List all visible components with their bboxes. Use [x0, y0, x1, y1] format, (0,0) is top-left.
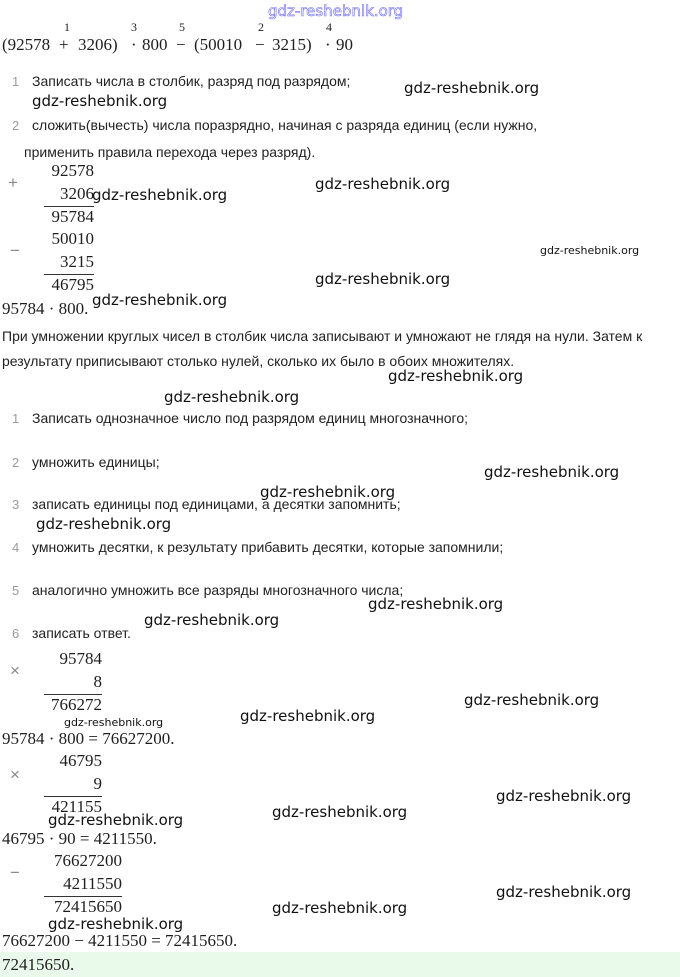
equation-line: 46795 · 90 = 4211550.	[2, 829, 157, 848]
order-mark: 4	[326, 20, 332, 34]
step-number: 1	[12, 411, 20, 426]
times-sign: ×	[10, 765, 20, 784]
step-text: записать ответ.	[32, 625, 131, 641]
equation-line: 95784 · 800.	[2, 299, 89, 318]
step-text: умножить единицы;	[32, 454, 160, 470]
expr-part: 800	[142, 35, 168, 54]
column-result: 766272	[51, 695, 102, 714]
expr-part: (50010	[194, 35, 243, 54]
times-sign: ×	[10, 661, 20, 680]
operand: 9	[93, 774, 102, 793]
operand: 8	[93, 672, 102, 691]
step-text: записать единицы под единицами, а десятки запомнить;	[32, 496, 401, 512]
order-mark: 5	[179, 20, 185, 34]
equation-line: 76627200 − 4211550 = 72415650.	[2, 931, 238, 950]
minus-sign: −	[10, 863, 20, 882]
watermark: gdz-reshebnik.org	[32, 92, 168, 110]
order-mark: 3	[131, 20, 137, 34]
watermark: gdz-reshebnik.org	[315, 270, 451, 288]
expr-operator: −	[176, 35, 186, 54]
step-number: 4	[12, 540, 20, 555]
watermark: gdz-reshebnik.org	[315, 175, 451, 193]
watermark: gdz-reshebnik.org	[260, 483, 396, 501]
watermark: gdz-reshebnik.org	[92, 291, 228, 309]
step-text: Записать однозначное число под разрядом единиц многозначного;	[32, 410, 469, 426]
column-result: 72415650	[54, 897, 122, 916]
operand: 3215	[60, 252, 94, 271]
column-result: 46795	[51, 275, 94, 294]
expr-operator: ·	[131, 35, 137, 54]
watermark: gdz-reshebnik.org	[272, 803, 408, 821]
operand: 76627200	[54, 851, 122, 870]
step-number: 5	[12, 583, 20, 598]
watermark: gdz-reshebnik.org	[92, 186, 228, 204]
minus-sign: −	[10, 241, 20, 260]
column-result: 421155	[51, 797, 102, 816]
step-text: умножить десятки, к результату прибавить десятки, которые запомнили;	[32, 539, 504, 555]
column-result: 95784	[51, 207, 94, 226]
expr-operator: +	[59, 35, 69, 54]
expr-part: (92578	[2, 35, 51, 54]
expr-part: 3206)	[78, 35, 118, 54]
watermark: gdz-reshebnik.org	[64, 716, 164, 729]
step-number: 6	[12, 626, 20, 641]
plus-sign: +	[8, 173, 18, 192]
step-number: 1	[12, 74, 20, 89]
operand: 3206	[60, 184, 94, 203]
operand: 50010	[51, 229, 94, 248]
step-number: 2	[12, 455, 20, 470]
order-mark: 2	[258, 20, 264, 34]
explanation-paragraph: При умножении круглых чисел в столбик числа записывают и умножают не глядя на нули. Затем к результату приписывают столько нулей, сколько их было в обоих множителях.	[2, 328, 643, 369]
equation-line: 95784 · 800 = 76627200.	[2, 729, 175, 748]
step-text-continued: применить правила перехода через разряд).	[24, 144, 316, 160]
step-text: сложить(вычесть) числа поразрядно, начиная с разряда единиц (если нужно,	[32, 117, 538, 133]
watermark: gdz-reshebnik.org	[36, 515, 172, 533]
order-mark: 1	[64, 20, 70, 34]
step-number: 2	[12, 118, 20, 133]
watermark: gdz-reshebnik.org	[496, 787, 632, 805]
watermark: gdz-reshebnik.org	[240, 707, 376, 725]
watermark: gdz-reshebnik.org	[48, 915, 184, 933]
watermark: gdz-reshebnik.org	[368, 595, 504, 613]
watermark: gdz-reshebnik.org	[164, 388, 300, 406]
operand: 4211550	[63, 874, 122, 893]
expr-part: 3215)	[272, 35, 312, 54]
watermark: gdz-reshebnik.org	[388, 367, 524, 385]
expr-operator: ·	[325, 35, 331, 54]
answer-box	[0, 952, 680, 977]
watermark: gdz-reshebnik.org	[540, 244, 640, 257]
step-text: аналогично умножить все разряды многозначного числа;	[32, 582, 404, 598]
watermark: gdz-reshebnik.org	[484, 463, 620, 481]
step-text: Записать числа в столбик, разряд под разрядом;	[32, 73, 351, 89]
operand: 46795	[59, 751, 102, 770]
watermark: gdz-reshebnik.org	[496, 883, 632, 901]
watermark: gdz-reshebnik.org	[404, 79, 540, 97]
watermark-top: gdz-reshebnik.org	[268, 2, 404, 20]
operand: 92578	[51, 161, 94, 180]
watermark: gdz-reshebnik.org	[272, 899, 408, 917]
watermark: gdz-reshebnik.org	[144, 611, 280, 629]
watermark: gdz-reshebnik.org	[464, 691, 600, 709]
expr-operator: −	[255, 35, 265, 54]
expr-part: 90	[336, 35, 353, 54]
step-number: 3	[12, 497, 20, 512]
watermark: gdz-reshebnik.org	[48, 811, 184, 829]
final-answer: 72415650.	[2, 955, 75, 974]
operand: 95784	[59, 649, 102, 668]
